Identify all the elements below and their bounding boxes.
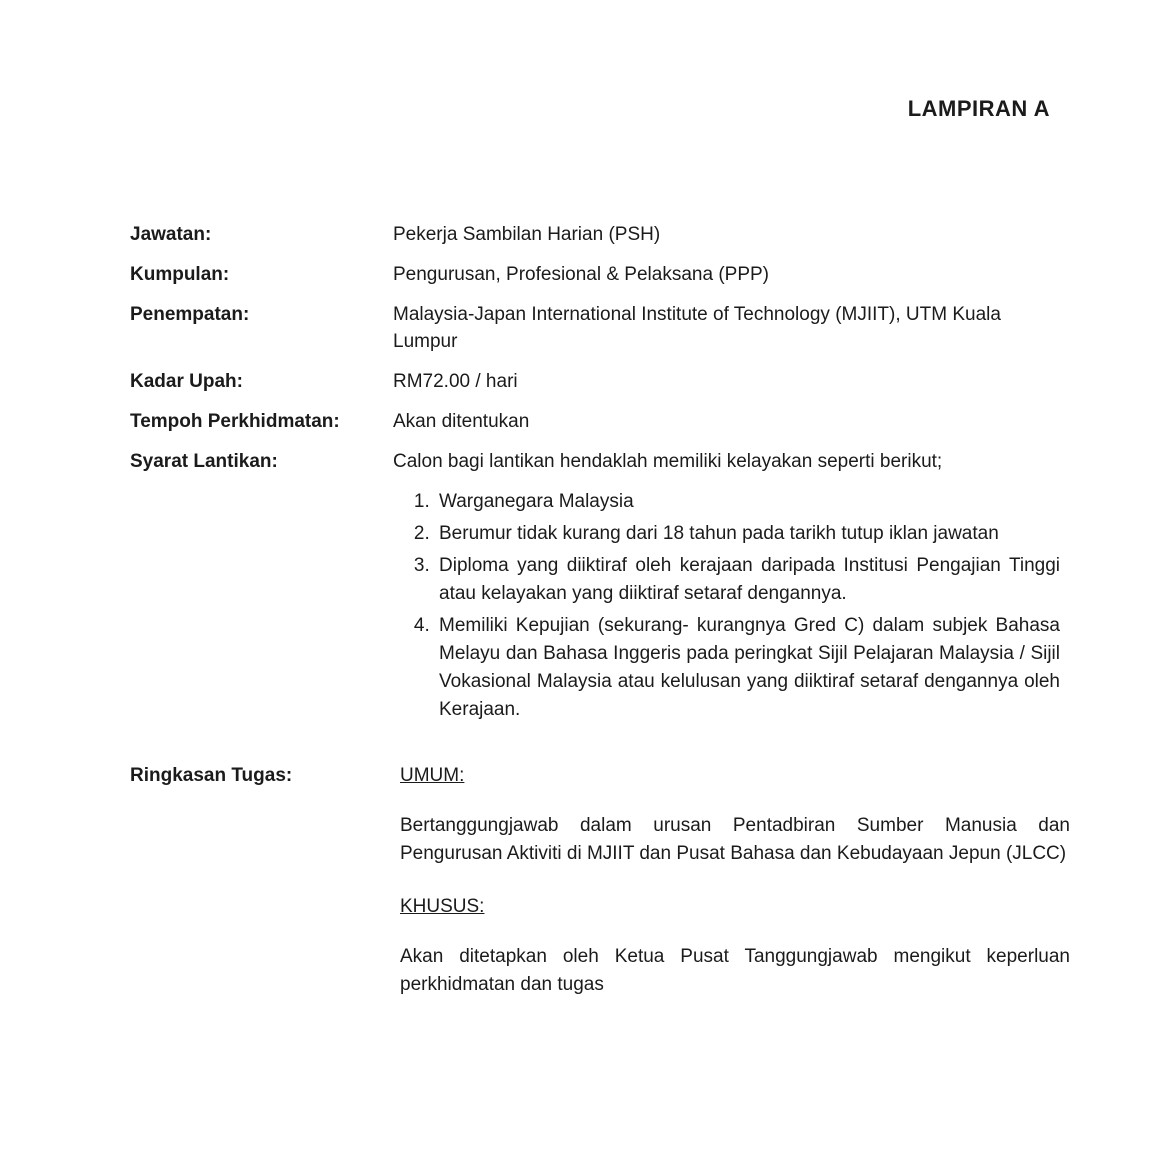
field-row-jawatan <box>130 221 1070 248</box>
field-row-syarat-lantikan <box>130 448 1070 475</box>
field-value: Akan ditentukan <box>393 411 530 432</box>
umum-heading: UMUM: <box>400 765 465 786</box>
field-value: Malaysia-Japan International Institute of Technology (MJIIT), UTM Kuala Lumpur <box>393 304 1001 352</box>
field-label: Penempatan: <box>130 304 250 325</box>
field-label: Syarat Lantikan: <box>130 451 278 472</box>
field-row-penempatan <box>130 301 1070 355</box>
field-label: Jawatan: <box>130 224 212 245</box>
field-label: Tempoh Perkhidmatan: <box>130 411 340 432</box>
requirement-item: 1. Warganegara Malaysia <box>435 488 1060 516</box>
field-value: Pengurusan, Profesional & Pelaksana (PPP) <box>393 264 769 285</box>
requirement-item: 3. Diploma yang diiktiraf oleh kerajaan daripada Institusi Pengajian Tinggi atau kelayakan yang diiktiraf setaraf dengannya. <box>435 552 1060 608</box>
field-value: Pekerja Sambilan Harian (PSH) <box>393 224 661 245</box>
khusus-body: Akan ditetapkan oleh Ketua Pusat Tanggungjawab mengikut keperluan perkhidmatan dan tugas <box>400 946 1070 995</box>
umum-body: Bertanggungjawab dalam urusan Pentadbiran Sumber Manusia dan Pengurusan Aktiviti di MJIIT dan Pusat Bahasa dan Kebudayaan Jepun (JLCC) <box>400 815 1070 864</box>
field-row-kadar-upah <box>130 368 1070 395</box>
field-label: Kadar Upah: <box>130 371 243 392</box>
field-label: Ringkasan Tugas: <box>130 765 293 786</box>
tasks-section <box>130 762 1070 999</box>
page-title: LAMPIRAN A <box>907 96 1050 121</box>
field-label: Kumpulan: <box>130 264 230 285</box>
khusus-heading: KHUSUS: <box>400 896 485 917</box>
field-value: Calon bagi lantikan hendaklah memiliki kelayakan seperti berikut; <box>393 451 943 472</box>
field-row-tempoh-perkhidmatan <box>130 408 1070 435</box>
field-row-kumpulan <box>130 261 1070 288</box>
fields-section <box>130 221 1070 724</box>
requirement-item: 2. Berumur tidak kurang dari 18 tahun pada tarikh tutup iklan jawatan <box>435 520 1060 548</box>
requirement-item: 4. Memiliki Kepujian (sekurang- kurangnya Gred C) dalam subjek Bahasa Melayu dan Bahasa Inggeris pada peringkat Sijil Pelajaran Malaysia / Sijil Vokasional Malaysia atau kelulusan yang diiktiraf setaraf dengannya oleh Kerajaan. <box>435 612 1060 724</box>
tasks-value <box>393 762 1070 999</box>
requirements-list <box>130 488 1070 724</box>
field-value: RM72.00 / hari <box>393 371 518 392</box>
